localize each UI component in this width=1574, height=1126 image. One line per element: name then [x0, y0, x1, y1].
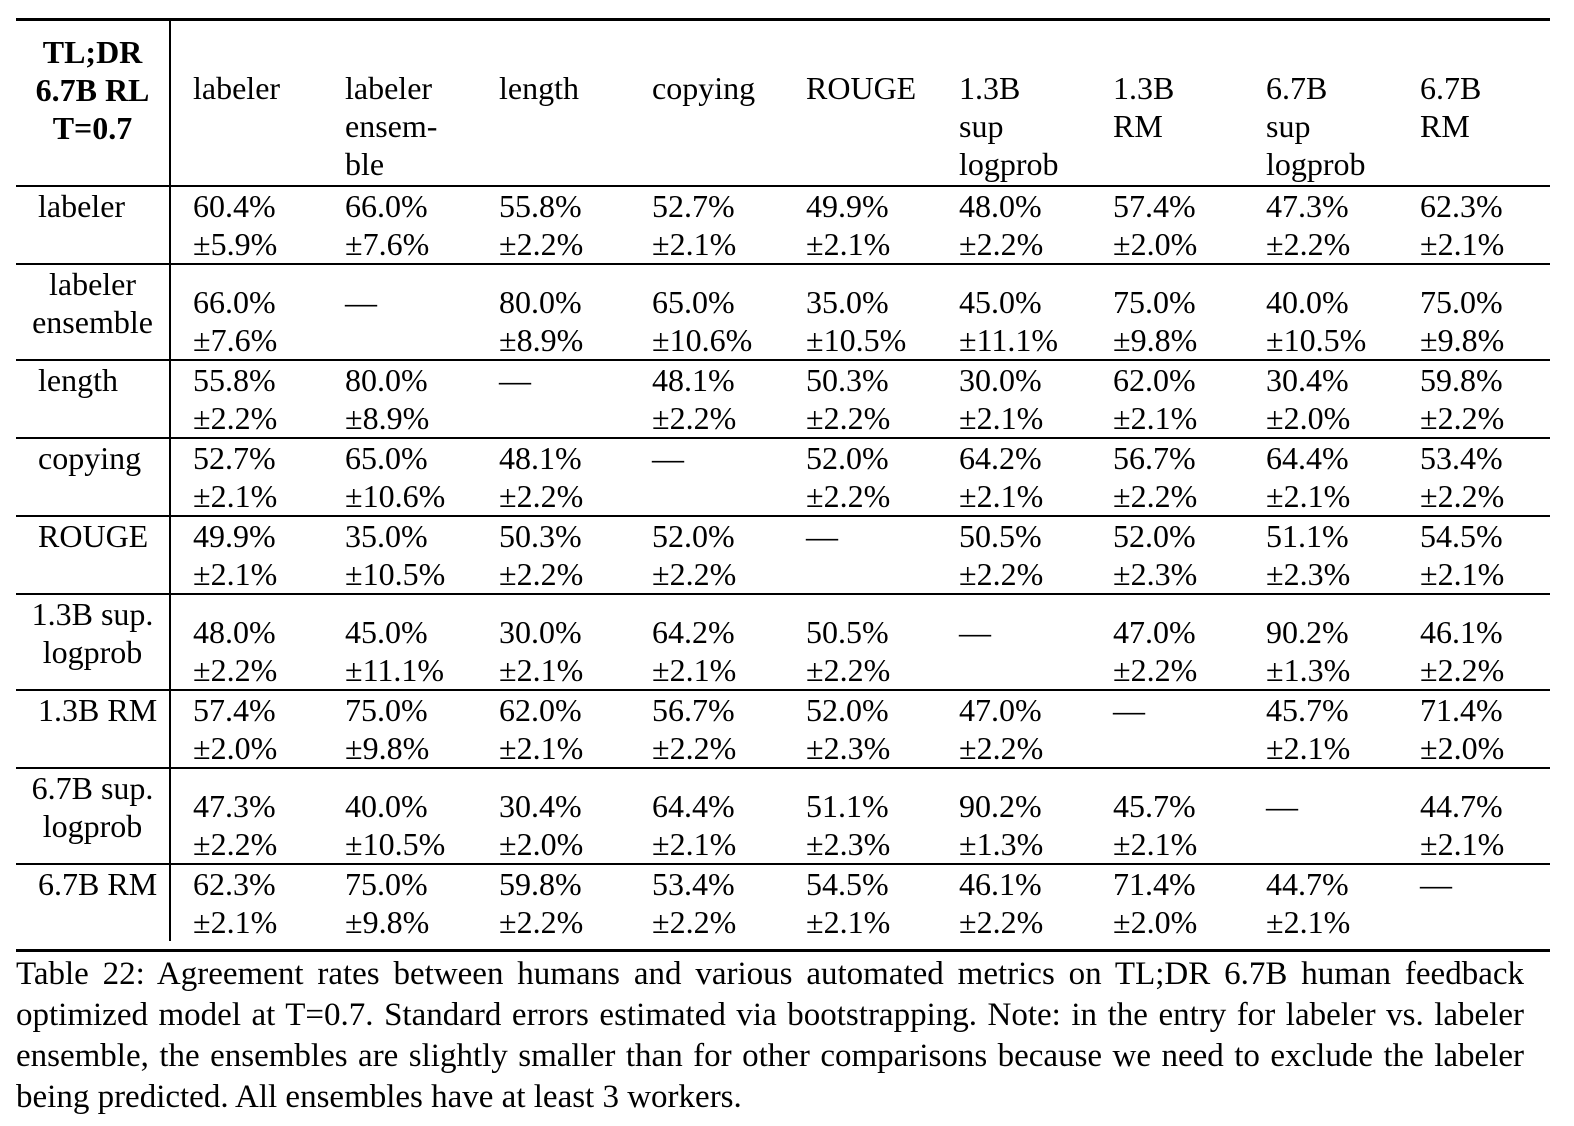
row-header: 1.3B RM — [16, 690, 170, 768]
table-cell: 30.0% ±2.1% — [959, 362, 1044, 436]
table-cell: 80.0% ±8.9% — [345, 362, 430, 436]
table-cell: 30.4% ±2.0% — [499, 788, 584, 862]
table-body — [16, 186, 1550, 941]
table-cell: 53.4% ±2.2% — [1420, 440, 1505, 514]
table-row — [16, 516, 1550, 594]
table-cell: 65.0% ±10.6% — [345, 440, 446, 514]
table-cell: 45.7% ±2.1% — [1113, 788, 1198, 862]
table-cell: — — [345, 284, 377, 320]
header-row — [16, 21, 1550, 186]
table-cell: 50.5% ±2.2% — [806, 614, 891, 688]
table-cell: 90.2% ±1.3% — [959, 788, 1044, 862]
table-cell: 65.0% ±10.6% — [652, 284, 753, 358]
table-cell: 52.0% ±2.3% — [1113, 518, 1198, 592]
table-cell: 75.0% ±9.8% — [345, 692, 430, 766]
table-cell: — — [652, 440, 684, 476]
table-cell: 50.3% ±2.2% — [806, 362, 891, 436]
table-cell: 57.4% ±2.0% — [193, 692, 278, 766]
table-cell: 48.0% ±2.2% — [193, 614, 278, 688]
column-header: 6.7B sup logprob — [1266, 70, 1366, 182]
table-cell: 44.7% ±2.1% — [1420, 788, 1505, 862]
table-cell: 52.7% ±2.1% — [193, 440, 278, 514]
table-cell: 71.4% ±2.0% — [1420, 692, 1505, 766]
table-cell: 45.7% ±2.1% — [1266, 692, 1351, 766]
table-cell: 50.3% ±2.2% — [499, 518, 584, 592]
table-row — [16, 690, 1550, 768]
table-cell: 64.2% ±2.1% — [652, 614, 737, 688]
table-row — [16, 768, 1550, 864]
column-header: 1.3B RM — [1113, 70, 1175, 144]
table-cell: — — [806, 518, 838, 554]
table-cell: 59.8% ±2.2% — [1420, 362, 1505, 436]
table-cell: 71.4% ±2.0% — [1113, 866, 1198, 940]
table-cell: — — [959, 614, 991, 650]
column-header: length — [499, 70, 579, 106]
table-cell: 55.8% ±2.2% — [499, 188, 584, 262]
column-header: labeler — [193, 70, 281, 106]
table-cell: 56.7% ±2.2% — [652, 692, 737, 766]
table-row — [16, 264, 1550, 360]
table-cell: 48.0% ±2.2% — [959, 188, 1044, 262]
row-header: 6.7B RM — [16, 864, 170, 941]
table-cell: 48.1% ±2.2% — [499, 440, 584, 514]
table-cell: 59.8% ±2.2% — [499, 866, 584, 940]
row-header: 1.3B sup. logprob — [16, 594, 170, 690]
table-row — [16, 360, 1550, 438]
column-header: 6.7B RM — [1420, 70, 1482, 144]
table-cell: 66.0% ±7.6% — [193, 284, 278, 358]
table-cell: 30.4% ±2.0% — [1266, 362, 1351, 436]
table-row — [16, 594, 1550, 690]
row-header: copying — [16, 438, 170, 516]
table-cell: 54.5% ±2.1% — [1420, 518, 1505, 592]
table-row — [16, 438, 1550, 516]
table-cell: 47.0% ±2.2% — [1113, 614, 1198, 688]
table-cell: 57.4% ±2.0% — [1113, 188, 1198, 262]
table-cell: 64.4% ±2.1% — [652, 788, 737, 862]
table-cell: 49.9% ±2.1% — [193, 518, 278, 592]
table-cell: 51.1% ±2.3% — [1266, 518, 1351, 592]
table-cell: 75.0% ±9.8% — [1113, 284, 1198, 358]
table-cell: 54.5% ±2.1% — [806, 866, 891, 940]
table-cell: 62.3% ±2.1% — [1420, 188, 1505, 262]
table-cell: 80.0% ±8.9% — [499, 284, 584, 358]
table-bottom-rule — [16, 949, 1550, 952]
table-cell: 52.0% ±2.2% — [652, 518, 737, 592]
table-cell: 52.0% ±2.2% — [806, 440, 891, 514]
table-cell: 46.1% ±2.2% — [959, 866, 1044, 940]
table-cell: 75.0% ±9.8% — [1420, 284, 1505, 358]
table-cell: 62.0% ±2.1% — [499, 692, 584, 766]
row-header: labeler — [16, 186, 170, 264]
table-cell: 55.8% ±2.2% — [193, 362, 278, 436]
corner-header: TL;DR 6.7B RL T=0.7 — [16, 21, 170, 186]
row-header: labeler ensemble — [16, 264, 170, 360]
table-cell: 40.0% ±10.5% — [1266, 284, 1367, 358]
table-cell: 50.5% ±2.2% — [959, 518, 1044, 592]
table-cell: 64.2% ±2.1% — [959, 440, 1044, 514]
table-cell: 51.1% ±2.3% — [806, 788, 891, 862]
table-caption: Table 22: Agreement rates between humans and various automated metrics on TL;DR 6.7B human feedback optimized model at T=0.7. Standard errors estimated via bootstrapping. Note: in the entry for labeler vs. labeler ensemble, the ensembles are slightly smaller than for other comparisons because we need to exclude the labeler being predicted. All ensembles have at least 3 workers. — [16, 956, 1524, 1115]
table-cell: — — [499, 362, 531, 398]
table-cell: 90.2% ±1.3% — [1266, 614, 1351, 688]
table-cell: 56.7% ±2.2% — [1113, 440, 1198, 514]
table-cell: 44.7% ±2.1% — [1266, 866, 1351, 940]
column-header: copying — [652, 70, 756, 106]
row-header: 6.7B sup. logprob — [16, 768, 170, 864]
table-cell: 47.3% ±2.2% — [1266, 188, 1351, 262]
table-cell: 53.4% ±2.2% — [652, 866, 737, 940]
row-header: length — [16, 360, 170, 438]
table-cell: — — [1420, 866, 1452, 902]
table-cell: 60.4% ±5.9% — [193, 188, 278, 262]
agreement-table-container — [16, 18, 1550, 952]
table-cell: 46.1% ±2.2% — [1420, 614, 1505, 688]
table-cell: 66.0% ±7.6% — [345, 188, 430, 262]
table-cell: 75.0% ±9.8% — [345, 866, 430, 940]
table-cell: 49.9% ±2.1% — [806, 188, 891, 262]
table-cell: 52.7% ±2.1% — [652, 188, 737, 262]
table-cell: 35.0% ±10.5% — [806, 284, 907, 358]
table-cell: 30.0% ±2.1% — [499, 614, 584, 688]
table-row — [16, 864, 1550, 941]
table-cell: 64.4% ±2.1% — [1266, 440, 1351, 514]
table-cell: 47.0% ±2.2% — [959, 692, 1044, 766]
table-row — [16, 186, 1550, 264]
row-header: ROUGE — [16, 516, 170, 594]
table-cell: 62.0% ±2.1% — [1113, 362, 1198, 436]
table-cell: — — [1113, 692, 1145, 728]
table-cell: 45.0% ±11.1% — [959, 284, 1059, 358]
table-cell: 62.3% ±2.1% — [193, 866, 278, 940]
column-header: labeler ensem- ble — [345, 70, 438, 182]
table-cell: 35.0% ±10.5% — [345, 518, 446, 592]
column-header: ROUGE — [806, 70, 917, 106]
column-header: 1.3B sup logprob — [959, 70, 1059, 182]
table-cell: 47.3% ±2.2% — [193, 788, 278, 862]
agreement-table — [16, 21, 1550, 941]
table-cell: — — [1266, 788, 1298, 824]
table-cell: 40.0% ±10.5% — [345, 788, 446, 862]
table-cell: 45.0% ±11.1% — [345, 614, 445, 688]
table-cell: 48.1% ±2.2% — [652, 362, 737, 436]
table-cell: 52.0% ±2.3% — [806, 692, 891, 766]
